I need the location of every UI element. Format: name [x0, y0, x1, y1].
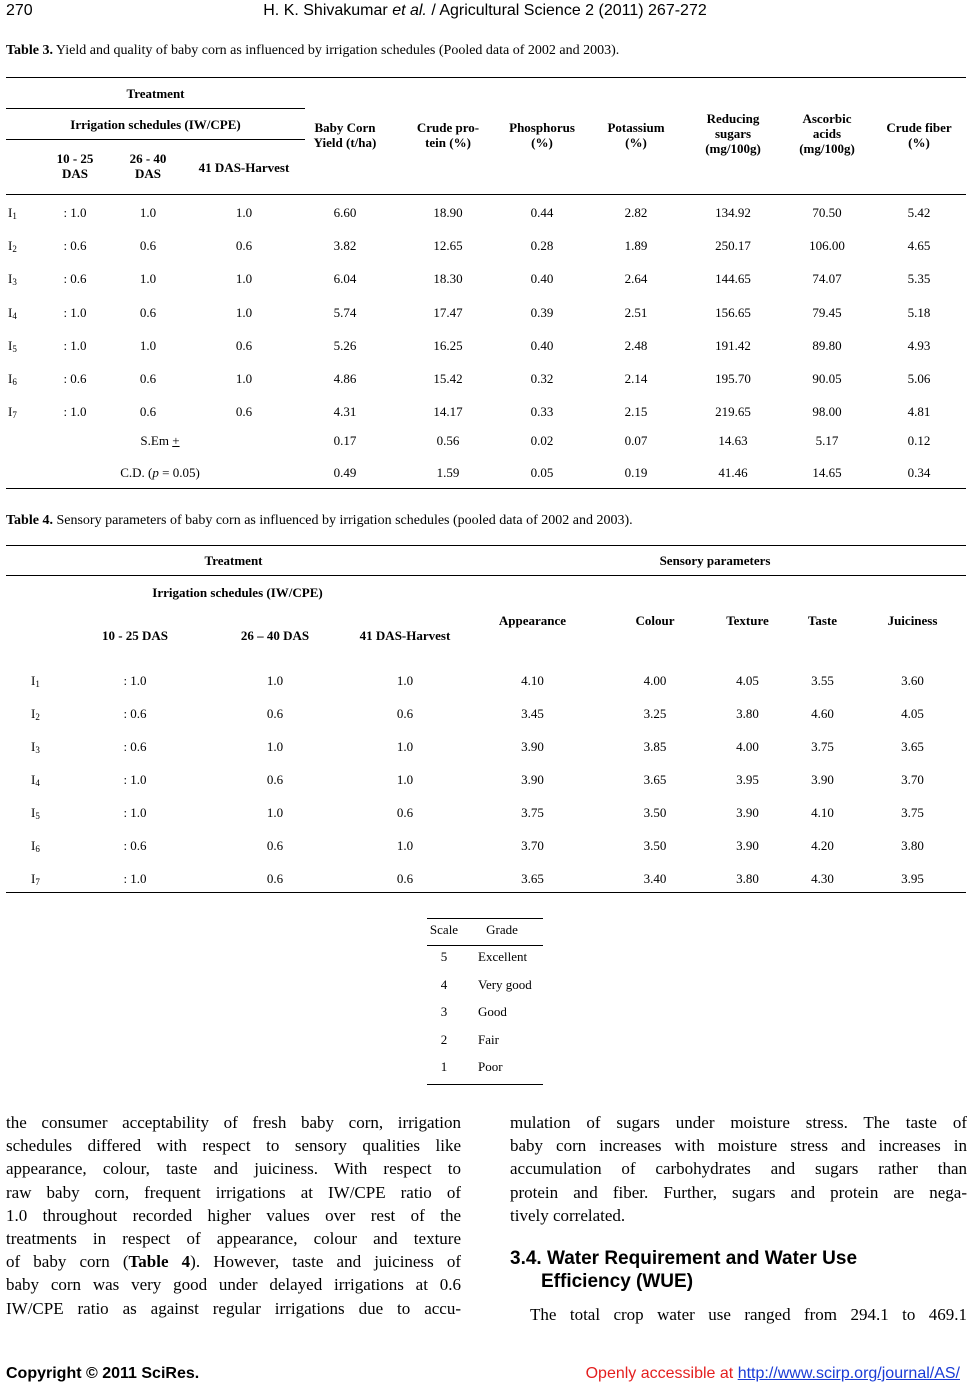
table3-cell-c: 1.0: [235, 371, 253, 386]
table3-cell-red: 195.70: [715, 371, 751, 386]
table3-cell-phos: 0.40: [530, 271, 554, 287]
table3-cell-protein: 18.30: [433, 271, 463, 287]
table3-cell-pot: 2.64: [624, 271, 648, 287]
table3-pot-header: [591, 120, 681, 150]
scale-header-rule: [427, 945, 543, 946]
table3-cell-a: : 1.0: [63, 205, 87, 220]
table4-cell-taste: 4.30: [811, 871, 834, 886]
table3-red-l3: (mg/100g): [705, 141, 761, 156]
table3-cell-red: 134.92: [715, 205, 751, 220]
table3-cd-fiber: 0.34: [907, 465, 931, 480]
table3-cell-c: 0.6: [235, 404, 253, 420]
table4-cell-appearance: 4.10: [521, 673, 544, 688]
body-right-line: accumulation of carbohydrates and sugars rather than: [510, 1159, 967, 1179]
table4-cell-texture: 3.80: [736, 706, 759, 721]
table3-cell-pot: 1.89: [624, 238, 648, 254]
table4-das3-header: 41 DAS-Harvest: [359, 628, 451, 643]
table3-cd-label: [80, 465, 240, 480]
table4-cell-taste: 4.20: [811, 838, 834, 853]
table4-cell-colour: 3.25: [643, 706, 667, 721]
table4-cell-colour: 3.50: [643, 838, 667, 853]
table4-cell-a: : 1.0: [123, 673, 147, 688]
table3-cd-phos: 0.05: [530, 465, 554, 480]
table3-sem-red: 14.63: [718, 433, 748, 448]
section-first-line: The total crop water use ranged from 294.1 to 469.1: [530, 1305, 967, 1324]
table3-das1-l2: DAS: [61, 166, 88, 181]
table4-colour-header: Colour: [635, 613, 675, 628]
table3-row-id-sub: 7: [12, 410, 17, 421]
table3-asc-header: [782, 111, 872, 156]
table4-row-id: $I_4$: [31, 772, 40, 788]
table4-cell-b: 0.6: [266, 838, 284, 853]
table3-cell-b: 0.6: [139, 238, 157, 254]
table3-cell-c: 0.6: [235, 238, 253, 254]
table3-row-id: $I_2$: [8, 238, 17, 255]
body-right-line: mulation of sugars under moisture stress. The taste of: [510, 1113, 967, 1132]
table3-cell-a: : 1.0: [63, 337, 87, 353]
table4-cell-appearance: 3.90: [521, 772, 544, 787]
table3-cell-a: : 1.0: [63, 404, 87, 420]
table3-das2-l2: DAS: [134, 166, 161, 181]
table4-cell-texture: 3.90: [736, 805, 759, 820]
table3-cell-asc: 70.50: [812, 205, 842, 220]
table4-texture-header: Texture: [726, 613, 769, 628]
table4-cell-colour: 3.40: [643, 871, 667, 886]
table4-row-id: $I_5$: [31, 805, 40, 821]
table3-pot-l2: (%): [625, 135, 647, 150]
table4-schedules-header: Irrigation schedules (IW/CPE): [152, 585, 323, 600]
table3-cell-asc: 90.05: [812, 371, 842, 386]
table3-asc-l3: (mg/100g): [799, 141, 855, 156]
table3-cd-red: 41.46: [718, 465, 748, 480]
scale-cell-grade: Poor: [478, 1059, 503, 1074]
footer-open-access: [586, 1365, 960, 1383]
table4-cell-c: 0.6: [396, 871, 414, 886]
table3-fiber-l1: Crude fiber: [886, 120, 952, 135]
table4-cell-colour: 3.50: [643, 805, 667, 820]
table4-cell-b: 0.6: [266, 871, 284, 886]
table4-cell-taste: 4.60: [811, 706, 834, 721]
scale-cell-grade: Very good: [478, 976, 532, 992]
table4-cell-texture: 3.90: [736, 838, 759, 853]
footer-open-text: Openly accessible at: [585, 1365, 738, 1382]
table3-cell-protein: 15.42: [433, 371, 463, 386]
table3-cell-fiber: 5.18: [907, 304, 931, 320]
table4-reference: Table 4: [128, 1252, 191, 1272]
table3-row-id-sub: 4: [12, 310, 17, 321]
body-left-line: 1.0 throughout recorded higher values over rest of the: [6, 1205, 461, 1225]
table3-cell-protein: 18.90: [433, 205, 463, 220]
table3-cd-label-pre: C.D. (: [120, 465, 153, 480]
table3-sem-phos: 0.02: [530, 433, 554, 448]
table3-sem-pm: +: [172, 433, 180, 448]
table3-cell-pot: 2.51: [624, 304, 648, 320]
table3-cell-fiber: 5.35: [907, 271, 931, 287]
table3-row-id-sub: 2: [12, 244, 17, 255]
table4-cell-juiciness: 3.95: [901, 871, 924, 886]
table3-caption: [6, 43, 619, 59]
table3-row-id: $I_4$: [8, 304, 17, 321]
footer-copyright: Copyright © 2011 SciRes.: [6, 1365, 200, 1382]
table4-row-id-sub: 3: [35, 745, 40, 755]
table3-cell-yield: 4.31: [333, 404, 357, 420]
table3-cell-yield: 4.86: [333, 371, 357, 386]
table4-cell-taste: 3.90: [811, 772, 834, 787]
table3-sem-label-text: S.Em: [140, 433, 173, 448]
table3-phos-header: [497, 120, 587, 150]
table4-bottom-rule: [6, 892, 966, 893]
table4-treatment-header: Treatment: [204, 553, 263, 568]
table4-caption-text: Sensory parameters of baby corn as influenced by irrigation schedules (pooled data of 2002 and 2003).: [52, 513, 633, 528]
table3-cell-c: 0.6: [235, 337, 253, 353]
table3-cell-yield: 6.60: [333, 205, 357, 220]
table3-cell-b: 1.0: [139, 205, 157, 220]
table3-cell-a: : 0.6: [63, 238, 87, 254]
table3-cd-asc: 14.65: [812, 465, 842, 480]
table4-cell-texture: 4.05: [736, 673, 759, 688]
table3-cell-red: 144.65: [715, 271, 751, 287]
table3-pot-l1: Potassium: [607, 120, 665, 135]
table3-asc-l2: acids: [812, 126, 842, 141]
table3-yield-l2: Yield (t/ha): [313, 135, 377, 150]
table3-header-rule: [6, 194, 966, 195]
table4-cell-juiciness: 3.80: [901, 838, 924, 853]
table3-cell-phos: 0.28: [530, 238, 554, 254]
table3-cell-a: : 1.0: [63, 304, 87, 320]
table3-cell-b: 1.0: [139, 271, 157, 287]
table3-row-id-sub: 6: [12, 377, 17, 387]
table3-schedules-header: Irrigation schedules (IW/CPE): [70, 117, 241, 132]
table3-cell-phos: 0.44: [530, 205, 554, 220]
table4-row-id-sub: 4: [35, 778, 40, 788]
table4-cell-c: 0.6: [396, 805, 414, 820]
table4-cell-b: 0.6: [266, 772, 284, 787]
table4-row-id-sub: 6: [35, 844, 40, 854]
table4-row-id: $I_1$: [31, 673, 40, 689]
table3-cell-phos: 0.32: [530, 371, 554, 386]
page-number: 270: [6, 2, 33, 19]
scale-cell-scale: 2: [440, 1031, 448, 1047]
body-left-line: schedules differed with respect to sensory qualities like: [6, 1136, 461, 1156]
table3-cell-yield: 5.26: [333, 337, 357, 353]
table4-cell-colour: 3.85: [643, 739, 667, 754]
scale-cell-grade: Good: [478, 1004, 507, 1019]
table3-sem-asc: 5.17: [815, 433, 839, 448]
table4-cell-juiciness: 4.05: [901, 706, 924, 721]
table3-cd-label-post: = 0.05): [158, 465, 200, 480]
table3-cell-fiber: 5.42: [907, 205, 931, 220]
table3-protein-l2: tein (%): [425, 135, 471, 150]
table3-fiber-l2: (%): [908, 135, 930, 150]
body-right-line: protein and fiber. Further, sugars and protein are nega-: [510, 1182, 967, 1202]
table4-taste-header: Taste: [807, 613, 838, 628]
table4-cell-texture: 3.80: [736, 871, 759, 886]
scale-top-rule: [427, 918, 543, 919]
running-title-suffix: / Agricultural Science 2 (2011) 267-272: [426, 2, 707, 19]
table3-cell-c: 1.0: [235, 205, 253, 220]
table3-cell-b: 0.6: [139, 304, 157, 320]
table3-cell-asc: 106.00: [809, 238, 845, 254]
table4-cell-a: : 1.0: [123, 805, 147, 820]
body-left-line: of baby corn (Table 4). However, taste and juiciness of: [6, 1252, 461, 1272]
table4-group-rule: [6, 575, 966, 576]
table3-fiber-header: [874, 120, 964, 150]
table4-caption-label: Table 4.: [6, 513, 53, 528]
section-heading: [510, 1247, 940, 1293]
scale-bottom-rule: [427, 1084, 543, 1085]
table4-row-id: $I_7$: [31, 871, 40, 887]
table3-phos-l2: (%): [531, 135, 553, 150]
table4-cell-juiciness: 3.70: [901, 772, 924, 787]
table4-cell-colour: 4.00: [643, 673, 667, 688]
table3-yield-l1: Baby Corn: [314, 120, 376, 135]
table3-cell-pot: 2.14: [624, 371, 648, 386]
table3-sem-fiber: 0.12: [907, 433, 931, 448]
table3-caption-text: Yield and quality of baby corn as influenced by irrigation schedules (Pooled data of 2002 and 2003).: [52, 43, 620, 58]
table3-cell-yield: 3.82: [333, 238, 357, 254]
table4-cell-juiciness: 3.75: [901, 805, 924, 820]
table3-cell-protein: 16.25: [433, 337, 463, 353]
table3-cell-a: : 0.6: [63, 271, 87, 287]
table4-cell-a: : 1.0: [123, 871, 147, 886]
table3-protein-header: [403, 120, 493, 150]
table3-cell-asc: 98.00: [812, 404, 842, 420]
table3-cell-b: 1.0: [139, 337, 157, 353]
table3-cell-fiber: 5.06: [907, 371, 931, 386]
table4-cell-b: 1.0: [266, 739, 284, 754]
table3-das3-header: 41 DAS-Harvest: [198, 160, 290, 175]
table3-bottom-rule: [6, 488, 966, 489]
body-right-line: baby corn increases with moisture stress and increases in: [510, 1136, 967, 1156]
table3-cell-asc: 89.80: [812, 337, 842, 353]
table4-row-id-sub: 7: [35, 877, 40, 887]
table4-cell-a: : 0.6: [123, 838, 147, 853]
table3-asc-l1: Ascorbic: [802, 111, 852, 126]
table4-cell-texture: 4.00: [736, 739, 759, 754]
table4-cell-b: 0.6: [266, 706, 284, 721]
table3-row-id: $I_1$: [8, 205, 17, 221]
table4-cell-b: 1.0: [266, 673, 284, 688]
table4-sensory-header: Sensory parameters: [659, 553, 771, 568]
table3-sem-pot: 0.07: [624, 433, 648, 448]
footer-journal-link[interactable]: http://www.scirp.org/journal/AS/: [737, 1365, 960, 1382]
section-heading-line1: 3.4. Water Requirement and Water Use: [510, 1248, 858, 1269]
running-header: [0, 2, 970, 20]
table3-row-id-sub: 5: [12, 343, 17, 354]
table4-cell-appearance: 3.75: [521, 805, 544, 820]
table3-sem-yield: 0.17: [333, 433, 357, 448]
table3-row-id-sub: 3: [12, 277, 17, 288]
table3-cell-asc: 79.45: [812, 304, 842, 320]
body-left-column: [6, 1111, 461, 1320]
table3-protein-l1: Crude pro-: [416, 120, 480, 135]
body-left-line: appearance, colour, taste and juiciness. With respect to: [6, 1159, 461, 1179]
table3-cell-red: 191.42: [715, 337, 751, 353]
table3-caption-label: Table 3.: [6, 43, 53, 58]
table4-cell-a: : 0.6: [123, 739, 147, 754]
table4-cell-c: 1.0: [396, 673, 414, 688]
table4-cell-appearance: 3.70: [521, 838, 544, 853]
table3-cell-protein: 17.47: [433, 304, 463, 320]
table4-cell-taste: 4.10: [811, 805, 834, 820]
table3-row-id: $I_6$: [8, 371, 17, 387]
body-left-line: baby corn was very good under delayed irrigations at 0.6: [6, 1275, 461, 1295]
table4-cell-juiciness: 3.65: [901, 739, 924, 754]
table4-cell-colour: 3.65: [643, 772, 667, 787]
table3-cd-label-p: p: [152, 465, 159, 480]
body-left-line: raw baby corn, frequent irrigations at IW/CPE ratio of: [6, 1182, 461, 1202]
table4-cell-taste: 3.75: [811, 739, 834, 754]
scale-header-grade: Grade: [486, 922, 518, 937]
table4-cell-taste: 3.55: [811, 673, 834, 688]
table3-cd-yield: 0.49: [333, 465, 357, 480]
table3-das1-header: [45, 151, 105, 181]
table3-cell-c: 1.0: [235, 304, 253, 320]
table3-cell-fiber: 4.81: [907, 404, 931, 420]
table3-cell-b: 0.6: [139, 371, 157, 386]
table3-cell-phos: 0.39: [530, 304, 554, 320]
table4-cell-c: 1.0: [396, 739, 414, 754]
table3-schedules-rule: [6, 139, 305, 140]
table4-appearance-header: Appearance: [498, 613, 567, 628]
table3-cell-red: 250.17: [715, 238, 751, 254]
table3-cell-c: 1.0: [235, 271, 253, 287]
scale-cell-scale: 5: [440, 949, 448, 964]
body-left-line: the consumer acceptability of fresh baby corn, irrigation: [6, 1113, 461, 1132]
table4-row-id: $I_2$: [31, 706, 40, 722]
table3-cell-yield: 5.74: [333, 304, 357, 320]
table4-das1-header: 10 - 25 DAS: [101, 628, 169, 643]
table3-cell-yield: 6.04: [333, 271, 357, 287]
table4-cell-c: 1.0: [396, 772, 414, 787]
table4-row-id-sub: 2: [35, 712, 40, 722]
body-left-line: IW/CPE ratio as against regular irrigations due to accu-: [6, 1298, 461, 1318]
scale-cell-grade: Excellent: [478, 949, 528, 964]
table3-cell-pot: 2.48: [624, 337, 648, 353]
body-left-line: treatments in respect of appearance, colour and texture: [6, 1229, 461, 1249]
table3-cell-asc: 74.07: [812, 271, 842, 287]
table4-cell-juiciness: 3.60: [901, 673, 924, 688]
table3-top-rule: [6, 77, 966, 78]
table4-cell-appearance: 3.90: [521, 739, 544, 754]
table4-row-id-sub: 5: [35, 811, 40, 821]
table3-red-header: [686, 111, 780, 156]
table3-row-id: $I_7$: [8, 404, 17, 421]
scale-cell-scale: 1: [440, 1059, 448, 1074]
table4-caption: [6, 513, 633, 529]
section-heading-line2: Efficiency (WUE): [541, 1271, 694, 1292]
table3-cell-phos: 0.40: [530, 337, 554, 353]
table3-cd-pot: 0.19: [624, 465, 648, 480]
table3-row-id: $I_3$: [8, 271, 17, 288]
table4-das2-header: 26 – 40 DAS: [240, 628, 310, 643]
table3-cell-b: 0.6: [139, 404, 157, 420]
table4-row-id: $I_3$: [31, 739, 40, 755]
table3-sem-label: [90, 433, 230, 448]
running-title-prefix: H. K. Shivakumar: [263, 2, 393, 19]
table3-das2-header: [118, 151, 178, 181]
table3-cell-red: 219.65: [715, 404, 751, 420]
table3-cell-red: 156.65: [715, 304, 751, 320]
table3-red-l1: Reducing: [706, 111, 760, 126]
table3-phos-l1: Phosphorus: [509, 120, 575, 135]
table3-cell-fiber: 4.65: [907, 238, 931, 254]
table4-cell-texture: 3.95: [736, 772, 759, 787]
table4-cell-c: 0.6: [396, 706, 414, 721]
scale-cell-grade: Fair: [478, 1031, 499, 1047]
table3-sem-protein: 0.56: [436, 433, 460, 448]
table4-cell-appearance: 3.45: [521, 706, 544, 721]
table3-treatment-rule: [6, 108, 305, 109]
table4-juiciness-header: Juiciness: [887, 613, 938, 628]
table3-cell-protein: 14.17: [433, 404, 463, 420]
table3-cell-fiber: 4.93: [907, 337, 931, 353]
scale-header-scale: Scale: [429, 922, 459, 937]
table3-cell-a: : 0.6: [63, 371, 87, 386]
table4-row-id-sub: 1: [35, 679, 40, 689]
table3-cell-protein: 12.65: [433, 238, 463, 254]
running-title-italic: et al.: [392, 2, 427, 19]
scale-cell-scale: 4: [440, 976, 448, 992]
table4-cell-c: 1.0: [396, 838, 414, 853]
table4-top-rule: [6, 545, 966, 546]
table4-cell-b: 1.0: [266, 805, 284, 820]
table3-row-id: $I_5$: [8, 337, 17, 354]
table3-cell-pot: 2.82: [624, 205, 648, 220]
table3-red-l2: sugars: [714, 126, 752, 141]
table4-cell-a: : 1.0: [123, 772, 147, 787]
scale-cell-scale: 3: [440, 1004, 448, 1019]
table4-cell-a: : 0.6: [123, 706, 147, 721]
table3-cell-phos: 0.33: [530, 404, 554, 420]
body-right-line: tively correlated.: [510, 1205, 626, 1225]
table3-row-id-sub: 1: [12, 211, 17, 221]
table3-das1-l1: 10 - 25: [56, 151, 94, 166]
table3-cd-protein: 1.59: [436, 465, 460, 480]
table3-cell-pot: 2.15: [624, 404, 648, 420]
table3-yield-header: [305, 120, 385, 150]
table4-row-id: $I_6$: [31, 838, 40, 854]
table3-das2-l1: 26 - 40: [129, 151, 167, 166]
body-right-column: [510, 1111, 967, 1227]
table4-cell-appearance: 3.65: [521, 871, 544, 886]
table3-treatment-header: Treatment: [126, 86, 185, 101]
